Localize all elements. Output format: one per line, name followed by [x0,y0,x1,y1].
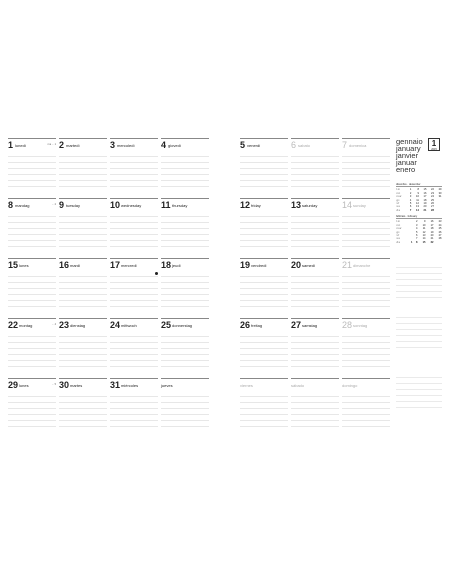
mini-day: 24 [431,195,434,199]
day-number: 18 [161,260,172,270]
ruled-lines [8,151,56,190]
weekday-abbr: g.t [396,230,400,234]
mini-day: 1 [409,188,412,192]
day-number: 14 [342,200,353,210]
ruled-lines [110,331,158,370]
day-name: sonntag [353,323,368,328]
day-number: 8 [8,200,14,210]
mini-day: 3 [409,195,412,199]
weekday-abbr: m.w [396,227,402,231]
mini-day: 7 [409,208,412,212]
mini-day: 20 [423,205,427,209]
mini-day: 21 [423,208,427,212]
day-number: 5 [240,140,246,150]
day-name: jeudi [172,263,181,268]
day-cell[interactable] [8,318,56,374]
day-number: 31 [110,380,121,390]
mini-day: 25 [431,198,434,202]
day-name: martes [70,383,83,388]
ruled-lines [240,151,288,190]
ruled-lines [161,271,209,310]
mini-day: 6 [416,234,418,238]
day-name: miércoles [121,383,139,388]
ruled-lines [342,211,390,250]
mini-day: 16 [430,220,434,224]
ruled-lines [59,211,107,250]
mini-day: 19 [430,230,434,234]
month-name: gennaio [396,137,423,146]
day-cell[interactable] [161,378,209,434]
ruled-lines [161,211,209,250]
mini-day: 5 [409,202,412,206]
day-cell[interactable] [59,318,107,374]
ruled-lines [342,331,390,370]
day-cell[interactable] [110,258,158,314]
day-cell[interactable] [8,378,56,434]
day-number: 16 [59,260,70,270]
day-number: 7 [342,140,348,150]
left-page [8,138,213,438]
mini-day: 8 [416,240,418,244]
mini-day: 24 [438,223,442,227]
mini-day: 5 [416,230,418,234]
ruled-lines [240,331,288,370]
month-name: january [396,144,421,153]
week-number: ... 5 [51,383,56,386]
day-name: viernes [240,383,253,388]
mini-day: 26 [431,202,434,206]
week-number: ma ... 1 [47,143,56,146]
mini-day: 23 [431,191,434,195]
day-cell[interactable] [161,258,209,314]
ruled-lines [161,391,209,430]
mini-day: 28 [438,237,442,241]
mini-day: 9 [424,220,426,224]
day-name: venerdì [247,143,261,148]
month-name: janvier [396,151,419,160]
day-number: 17 [110,260,121,270]
day-name: mercredi [121,263,137,268]
day-cell[interactable] [342,198,390,254]
mini-day: 30 [438,191,442,195]
day-cell[interactable] [342,138,390,194]
day-number: 12 [240,200,251,210]
ruled-lines [8,271,56,310]
day-name: mardi [70,263,81,268]
month-name: enero [396,165,416,174]
day-cell[interactable] [240,138,288,194]
day-name: friday [251,203,261,208]
month-name: januar [396,158,417,167]
mini-day: 2 [416,220,418,224]
mini-day: 20 [430,234,434,238]
mini-calendar-february [396,215,442,244]
mini-day: 4 [416,227,418,231]
ruled-lines [110,211,158,250]
mini-day: 2 [409,191,412,195]
day-number: 13 [291,200,302,210]
mini-day: 15 [422,240,426,244]
day-number: 9 [59,200,65,210]
day-cell[interactable] [240,198,288,254]
mini-calendar-december [396,183,442,212]
day-name: domenica [349,143,367,148]
ruled-lines [240,391,288,430]
mini-day: 17 [430,223,434,227]
mini-day: 3 [416,223,418,227]
ruled-lines [59,151,107,190]
ruled-lines [291,211,339,250]
day-name: lunes [19,263,29,268]
day-name: domingo [342,383,358,388]
day-name: giovedì [168,143,181,148]
ruled-lines [240,211,288,250]
mini-day: 9 [417,191,419,195]
ruled-lines [342,391,390,430]
mini-day: 14 [422,237,426,241]
mini-day: 10 [422,223,426,227]
mini-calendar-header: dicembre · december [396,183,442,187]
day-number: 26 [240,320,251,330]
weekday-abbr: l.m [396,220,400,224]
day-name: lunedì [15,143,26,148]
month-badge [428,138,440,151]
mini-day: 29 [438,188,442,192]
day-number: 2 [59,140,65,150]
mini-day: 11 [422,227,426,231]
day-cell[interactable] [8,258,56,314]
day-name: dienstag [70,323,86,328]
ruled-lines [291,331,339,370]
mini-day: 19 [423,202,427,206]
day-cell[interactable] [110,318,158,374]
mini-calendar-header: febbraio · february [396,215,442,219]
day-number: 4 [161,140,167,150]
day-name: thursday [172,203,188,208]
day-number: 28 [342,320,353,330]
day-cell[interactable] [110,198,158,254]
ruled-lines [110,391,158,430]
day-number: 30 [59,380,70,390]
day-number: 20 [291,260,302,270]
mini-day: 4 [409,198,412,202]
mini-day: 27 [438,234,442,238]
day-number: 3 [110,140,116,150]
notes-area [396,372,442,412]
mini-calendar-table [396,188,442,212]
notes-area [396,312,442,352]
mini-day: 18 [423,198,427,202]
ruled-lines [8,391,56,430]
day-cell[interactable] [240,378,288,434]
weekday-abbr: v.f [396,234,400,238]
ruled-lines [110,151,158,190]
mini-day: 16 [423,191,427,195]
mini-day: 11 [416,198,419,202]
mini-day: 17 [423,195,427,199]
mini-day: 13 [422,234,426,238]
ruled-lines [161,151,209,190]
ruled-lines [59,331,107,370]
mini-day: 15 [423,188,427,192]
mini-day: 22 [430,240,434,244]
day-cell[interactable] [240,258,288,314]
day-number: 27 [291,320,302,330]
mini-calendar-table [396,220,442,244]
day-cell[interactable] [291,138,339,194]
day-name: samstag [302,323,318,328]
day-cell[interactable] [161,318,209,374]
ruled-lines [59,391,107,430]
mini-day: 13 [416,205,419,209]
day-name: samedi [302,263,315,268]
day-name: vendredi [251,263,267,268]
day-number: 6 [291,140,297,150]
day-number: 25 [161,320,172,330]
day-number: 22 [8,320,19,330]
mini-day: 21 [430,237,434,241]
weekday-abbr: l.m [396,188,400,192]
mini-day [434,241,442,244]
weekday-abbr: v.f [396,202,400,206]
day-cell[interactable] [59,378,107,434]
ruled-lines [240,271,288,310]
weekday-abbr: m.t [396,223,401,227]
day-number: 23 [59,320,70,330]
ruled-lines [161,331,209,370]
day-cell[interactable] [291,258,339,314]
weekday-abbr: g.t [396,198,400,202]
day-cell[interactable] [110,378,158,434]
day-cell[interactable] [240,318,288,374]
day-number: 19 [240,260,251,270]
ruled-lines [8,331,56,370]
day-name: donnerstag [172,323,193,328]
ruled-lines [291,151,339,190]
mini-day: 27 [431,205,434,209]
weekday-abbr: m.w [396,195,402,199]
day-name: wednesday [121,203,142,208]
month-badge-number: 1 [431,139,437,148]
weekday-abbr: s.s [396,205,400,209]
day-cell[interactable] [59,138,107,194]
day-number: 29 [8,380,19,390]
weekday-abbr: d.s [396,240,400,244]
mini-day: 12 [416,202,419,206]
notes-area [396,262,442,302]
day-cell[interactable] [291,198,339,254]
weekday-abbr: m.t [396,191,401,195]
day-cell[interactable] [110,138,158,194]
mini-day [434,209,442,212]
day-cell[interactable] [291,378,339,434]
day-number: 1 [8,140,14,150]
weekday-abbr: d.s [396,208,400,212]
day-name: freitag [251,323,263,328]
day-name: sábado [291,383,305,388]
day-cell[interactable] [161,198,209,254]
day-name: montag [19,323,33,328]
day-name: mandag [15,203,30,208]
day-cell[interactable] [342,378,390,434]
mini-day: 14 [416,208,419,212]
mini-day: 26 [438,230,442,234]
mini-day: 8 [417,188,419,192]
mini-day: 23 [438,220,442,224]
day-name: martedì [66,143,80,148]
mini-day: 31 [438,195,442,199]
day-name: tuesday [66,203,81,208]
ruled-lines [291,391,339,430]
day-name: mercoledì [117,143,135,148]
day-number: 24 [110,320,121,330]
day-cell[interactable] [342,318,390,374]
month-badge-year: 2015 [431,148,437,151]
day-name: sabato [298,143,311,148]
week-number: ... 2 [51,203,56,206]
day-number: 10 [110,200,121,210]
day-number: 21 [342,260,353,270]
ruled-lines [59,271,107,310]
day-name: saturday [302,203,318,208]
mini-day: 1 [410,240,413,244]
mini-day: 10 [416,195,419,199]
ruled-lines [8,211,56,250]
ruled-lines [342,151,390,190]
ruled-lines [342,271,390,310]
day-name: dimanche [353,263,371,268]
day-cell[interactable] [59,258,107,314]
mini-day: 7 [416,237,418,241]
day-cell[interactable] [8,138,56,194]
mini-day: 12 [422,230,426,234]
week-number: ... 4 [51,323,56,326]
day-cell[interactable] [59,198,107,254]
day-cell[interactable] [291,318,339,374]
day-cell[interactable] [8,198,56,254]
day-name: mittwoch [121,323,137,328]
ruled-lines [291,271,339,310]
mini-day: 22 [431,188,434,192]
weekday-abbr: s.s [396,237,400,241]
day-number: 11 [161,200,171,210]
mini-day: 18 [430,227,434,231]
day-number: 15 [8,260,19,270]
day-name: jueves [161,383,173,388]
day-name: lunes [19,383,29,388]
day-cell[interactable] [342,258,390,314]
mini-day: 28 [431,208,434,212]
mini-day: 6 [409,205,412,209]
mini-day: 25 [438,227,442,231]
ruled-lines [110,271,158,310]
day-name: sunday [353,203,366,208]
day-cell[interactable] [161,138,209,194]
